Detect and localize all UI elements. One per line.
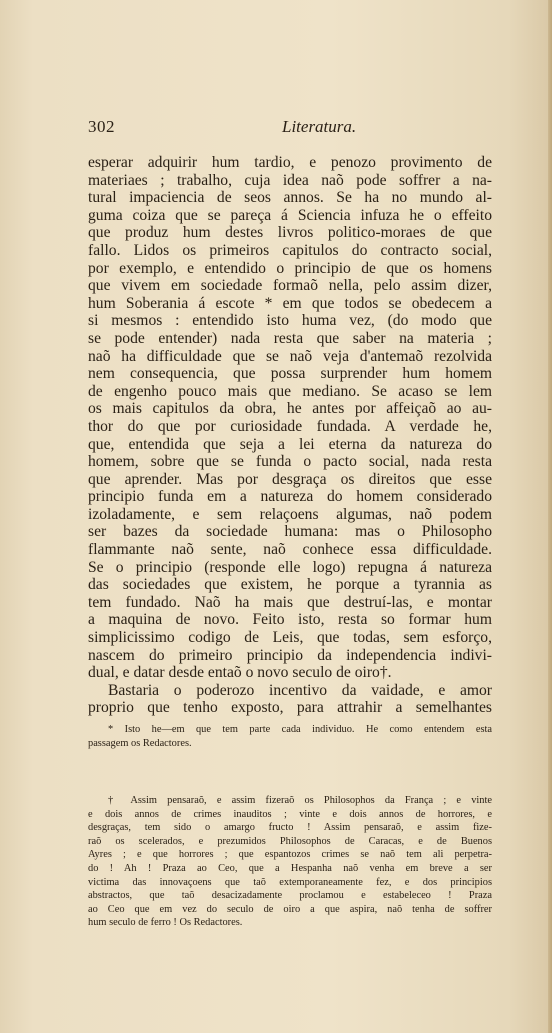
footnote-line: desgraças, tem sido o amargo fructo ! Assim pensaraõ, e assim fize-: [88, 822, 492, 834]
text-line: Bastaria o poderozo incentivo da vaidade, e amor: [108, 681, 492, 699]
text-line: ser bazes da sociedade humana: mas o Philosopho: [88, 523, 492, 541]
main-text: [88, 154, 492, 717]
text-line: guma coiza que se pareça á Sciencia infuza he o effeito: [88, 206, 492, 224]
text-line: que, entendida que seja a lei eterna da natureza do: [88, 435, 492, 453]
text-line: os mais capitulos da obra, he antes por affeiçaõ ao au-: [88, 400, 492, 418]
text-line: nem consequencia, que possa surprender hum homem: [88, 365, 492, 383]
text-line: materiaes ; trabalho, cuja idea naõ pode soffrer a na-: [88, 171, 492, 189]
footnote-asterisk: [88, 723, 492, 750]
text-line: de engenho pouco mais que mediano. Se acaso se lem: [88, 382, 492, 400]
footnote-line: passagem os Redactores.: [88, 737, 192, 749]
text-line: se pode entender) nada resta que saber na materia ;: [88, 329, 492, 347]
footnote-line: raõ os scelerados, e prezumidos Philosophos de Caracas, e de Buenos: [88, 835, 492, 847]
footnote-line: hum seculo de ferro ! Os Redactores.: [88, 917, 243, 929]
text-line: nascem do primeiro principio da independencia indivi-: [88, 646, 492, 664]
text-line: por exemplo, e entendido o principio de que os homens: [88, 259, 492, 277]
footnote-line: e dois annos de crimes inauditos ; vinte e dois annos de horrores, e: [88, 808, 492, 820]
footnote-line: do ! Ah ! Praza ao Ceo, que a Hespanha naõ venha em breve a ser: [88, 862, 492, 874]
text-line: simplicissimo codigo de Leis, que todas, sem esforço,: [88, 629, 492, 647]
footnote-line: † Assim pensaraõ, e assim fizeraõ os Philosophos da França ; e vinte: [108, 795, 492, 806]
text-line: si mesmos : entendido isto huma vez, (do modo que: [88, 312, 492, 330]
text-line: principio funda em a natureza do homem considerado: [88, 488, 492, 506]
text-line: que produz hum destes livros politico-moraes de que: [88, 224, 492, 242]
text-line: tem fundado. Naõ ha mais que destruí-las, e montar: [88, 593, 492, 611]
text-line: flammante naõ sente, naõ conhece essa difficuldade.: [88, 541, 492, 559]
page-edge: [548, 0, 552, 1033]
text-line: que aprender. Mas por desgraça os direitos que esse: [88, 470, 492, 488]
page-header: [88, 117, 492, 137]
text-line: naõ ha difficuldade que se naõ veja d'antemaõ rezolvida: [88, 347, 492, 365]
footnote-line: victima das innovaçoens que taõ extemporaneamente fez, e dos principios: [88, 876, 492, 888]
text-line: esperar adquirir hum tardio, e penozo provimento de: [88, 154, 492, 171]
footnote-line: ao Ceo que em vez do seculo de oiro a que aspira, naõ tenha de soffrer: [88, 903, 492, 915]
text-line: das sociedades que existem, he porque a tyrannia as: [88, 576, 492, 594]
footnote-line: * Isto he—em que tem parte cada individuo. He como entendem esta: [108, 724, 492, 735]
footnote-dagger: [88, 794, 492, 930]
footnote-line: abstractos, que taõ desacizadamente proclamou e estabeleceo ! Praza: [88, 890, 492, 902]
text-line: que vivem em sociedade formaõ nella, pelo assim dizer,: [88, 277, 492, 295]
footnote-line: Ayres ; e que horrores ; que espantozos crimes se naõ tem ali perpetra-: [88, 849, 492, 861]
text-line: tural impaciencia de seos annos. Se ha no mundo al-: [88, 189, 492, 207]
text-line: thor do que por curiosidade fundada. A verdade he,: [88, 417, 492, 435]
text-line: izoladamente, e sem relaçoens algumas, naõ podem: [88, 505, 492, 523]
text-line: Se o principio (responde elle logo) repugna á natureza: [88, 558, 492, 576]
text-line: dual, e datar desde entaõ o novo seculo de oiro†.: [88, 664, 392, 682]
text-line: hum Soberania á escote * em que todos se obedecem a: [88, 294, 492, 312]
running-title: Literatura.: [282, 117, 357, 136]
page-number: 302: [88, 117, 115, 136]
text-line: a maquina de novo. Feito isto, resta so formar hum: [88, 611, 492, 629]
text-line: homem, sobre que se funda o pacto social, nada resta: [88, 453, 492, 471]
text-line: fallo. Lidos os primeiros capitulos do contracto social,: [88, 241, 492, 259]
text-line: proprio que tenho exposto, para attrahir a semelhantes: [88, 699, 492, 717]
